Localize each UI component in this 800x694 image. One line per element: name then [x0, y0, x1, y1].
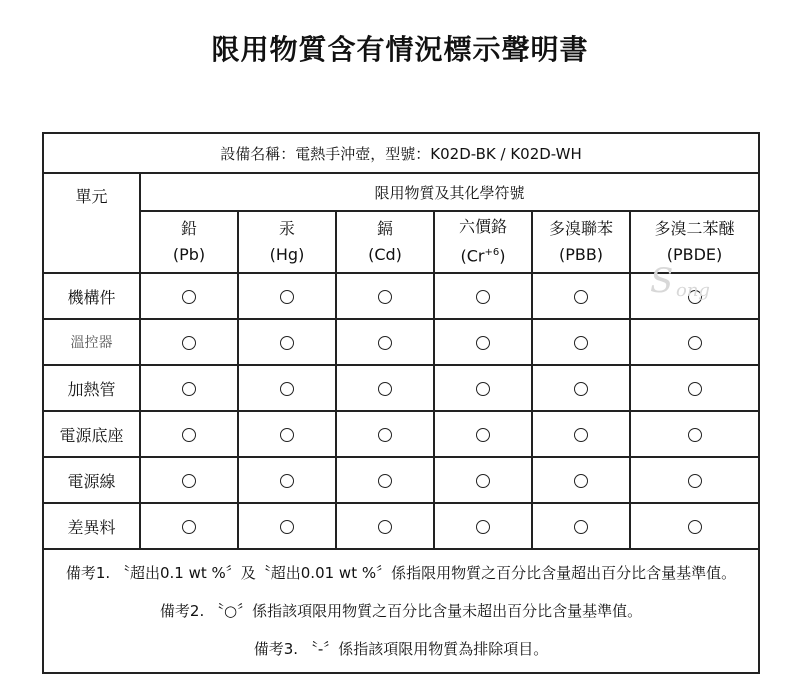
circle-mark-icon [574, 336, 588, 350]
circle-mark-icon [280, 382, 294, 396]
part-name: 加熱管 [67, 379, 116, 399]
circle-mark-icon [688, 382, 702, 396]
compliance-cell [140, 411, 238, 457]
circle-mark-icon [280, 428, 294, 442]
compliance-cell [532, 457, 630, 503]
circle-mark-icon [378, 428, 392, 442]
substance-name: 鉛 [180, 219, 197, 238]
substance-name: 汞 [278, 219, 295, 238]
substance-symbol: (PBB) [558, 245, 604, 264]
compliance-cell [630, 365, 759, 411]
compliance-cell [434, 503, 532, 549]
compliance-cell [532, 273, 630, 319]
circle-mark-icon [476, 290, 490, 304]
circle-mark-icon [378, 290, 392, 304]
compliance-cell [238, 319, 336, 365]
circle-mark-icon [688, 474, 702, 488]
substance-header-chromium [434, 211, 532, 273]
compliance-cell [336, 457, 434, 503]
substance-symbol: (Hg) [269, 245, 305, 264]
table-row [43, 457, 759, 503]
circle-mark-icon [280, 336, 294, 350]
note-1: 備考1. 〝超出0.1 wt %〞及〝超出0.01 wt %〞係指限用物質之百分比含量超出百分比含量基準值。 [65, 564, 737, 582]
table-row [43, 273, 759, 319]
substance-symbol: (Pb) [172, 245, 206, 264]
compliance-cell [238, 273, 336, 319]
svg-text:ong: ong [676, 280, 710, 301]
table-row [43, 319, 759, 365]
compliance-cell [630, 411, 759, 457]
circle-mark-icon [378, 474, 392, 488]
circle-mark-icon [688, 336, 702, 350]
circle-mark-icon [688, 290, 702, 304]
part-name: 差異料 [67, 517, 116, 537]
substance-symbol-chromium: $(Cr^{+6})$ [460, 246, 506, 266]
compliance-cell [336, 503, 434, 549]
circle-mark-icon [182, 382, 196, 396]
substance-header-pbde [630, 211, 759, 273]
circle-mark-icon [476, 428, 490, 442]
circle-mark-icon [378, 382, 392, 396]
substance-symbol: (Cd) [368, 245, 402, 264]
compliance-cell [434, 273, 532, 319]
compliance-cell [532, 319, 630, 365]
circle-mark-icon [574, 290, 588, 304]
compliance-cell [630, 273, 759, 319]
circle-mark-icon [280, 474, 294, 488]
substance-header-pbb [532, 211, 630, 273]
circle-mark-icon [476, 336, 490, 350]
part-name-cell [43, 319, 140, 365]
compliance-cell [630, 503, 759, 549]
circle-mark-icon [688, 520, 702, 534]
compliance-cell [238, 365, 336, 411]
compliance-cell [140, 457, 238, 503]
circle-mark-icon [378, 336, 392, 350]
page-title: 限用物質含有情況標示聲明書 [211, 33, 589, 66]
circle-mark-icon [574, 382, 588, 396]
restricted-substances-table [42, 132, 760, 674]
circle-mark-icon [476, 520, 490, 534]
parts-rows [43, 273, 759, 549]
circle-mark-icon [182, 520, 196, 534]
part-name-cell [43, 273, 140, 319]
compliance-cell [140, 365, 238, 411]
product-info: 設備名稱：電熱手沖壺，型號：K02D-BK / K02D-WH [43, 133, 759, 173]
compliance-cell [238, 503, 336, 549]
substance-group-header: 限用物質及其化學符號 [140, 173, 759, 211]
circle-mark-icon [476, 474, 490, 488]
circle-mark-icon [280, 290, 294, 304]
table-row [43, 503, 759, 549]
circle-mark-icon [182, 336, 196, 350]
compliance-cell [532, 411, 630, 457]
circle-mark-icon [182, 474, 196, 488]
substance-name: 多溴聯苯 [548, 219, 613, 238]
circle-mark-icon [574, 520, 588, 534]
compliance-cell [238, 411, 336, 457]
compliance-cell [434, 411, 532, 457]
svg-text:S: S [650, 261, 674, 301]
table-row [43, 365, 759, 411]
compliance-cell [532, 365, 630, 411]
compliance-cell [140, 503, 238, 549]
part-name: 機構件 [67, 287, 116, 307]
compliance-cell [336, 273, 434, 319]
circle-mark-icon [574, 474, 588, 488]
part-name-cell [43, 365, 140, 411]
substance-header-mercury [238, 211, 336, 273]
compliance-cell [434, 319, 532, 365]
compliance-cell [434, 365, 532, 411]
part-name-cell [43, 503, 140, 549]
compliance-cell [336, 319, 434, 365]
compliance-cell [336, 365, 434, 411]
compliance-cell [140, 319, 238, 365]
compliance-cell [532, 503, 630, 549]
circle-mark-icon [378, 520, 392, 534]
substance-symbol: (PBDE) [666, 245, 723, 264]
circle-mark-icon [182, 290, 196, 304]
part-name-cell [43, 411, 140, 457]
part-name-cell [43, 457, 140, 503]
compliance-cell [434, 457, 532, 503]
part-name: 電源線 [67, 471, 116, 491]
circle-mark-icon [574, 428, 588, 442]
substance-header-lead [140, 211, 238, 273]
substance-name: 六價鉻 [458, 217, 507, 237]
circle-mark-icon [476, 382, 490, 396]
table-row [43, 411, 759, 457]
unit-header: 單元 [43, 173, 140, 273]
circle-mark-icon [280, 520, 294, 534]
substance-name: 鎘 [376, 219, 393, 238]
substance-name: 多溴二苯醚 [654, 219, 735, 238]
compliance-cell [630, 457, 759, 503]
note-2: 備考2. 〝○〞係指該項限用物質之百分比含量未超出百分比含量基準值。 [159, 602, 643, 620]
compliance-cell [630, 319, 759, 365]
notes-cell [43, 549, 759, 673]
compliance-cell [238, 457, 336, 503]
circle-mark-icon [182, 428, 196, 442]
part-name: 電源底座 [59, 425, 124, 445]
substance-header-cadmium [336, 211, 434, 273]
circle-mark-icon [688, 428, 702, 442]
compliance-cell [336, 411, 434, 457]
note-3: 備考3. 〝-〞係指該項限用物質為排除項目。 [253, 640, 549, 658]
part-name: 溫控器 [70, 335, 113, 351]
compliance-cell [140, 273, 238, 319]
